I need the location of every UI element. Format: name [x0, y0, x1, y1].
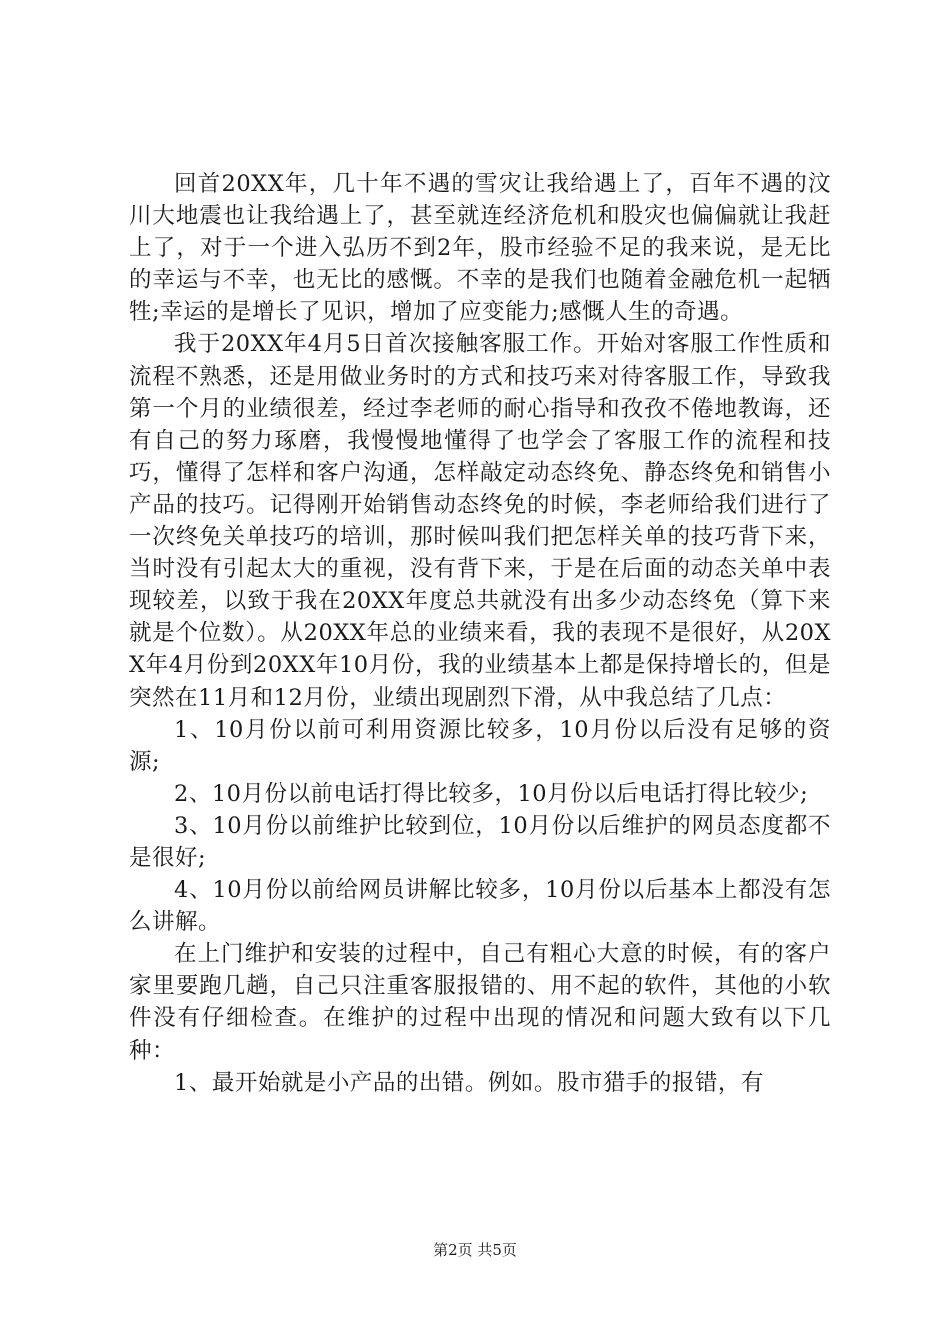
- paragraph-customer-service: 我于20XX年4月5日首次接触客服工作。开始对客服工作性质和流程不熟悉，还是用做业务时的方式和技巧来对待客服工作，导致我第一个月的业绩很差，经过李老师的耐心指导和孜孜不倦地教诲，还有自己的努力琢磨，我慢慢地懂得了也学会了客服工作的流程和技巧，懂得了怎样和客户沟通，怎样敲定动态终免、静态终免和销售小产品的技巧。记得刚开始销售动态终免的时候，李老师给我们进行了一次终免关单技巧的培训，那时候叫我们把怎样关单的技巧背下来，当时没有引起太大的重视，没有背下来，于是在后面的动态关单中表现较差，以致于我在20XX年度总共就没有出多少动态终免（算下来就是个位数）。从20XX年总的业绩来看，我的表现不是很好，从20XX年4月份到20XX年10月份，我的业绩基本上都是保持增长的，但是突然在11月和12月份，业绩出现剧烈下滑，从中我总结了几点：: [129, 331, 831, 711]
- paragraph-issue-1: 1、最开始就是小产品的出错。例如。股市猎手的报错，有: [174, 1069, 764, 1096]
- paragraph-point-4: 4、10月份以前给网员讲解比较多，10月份以后基本上都没有怎么讲解。: [129, 877, 831, 936]
- paragraph-point-2: 2、10月份以前电话打得比较多，10月份以后电话打得比较少;: [174, 780, 809, 807]
- paragraph-maintenance: 在上门维护和安装的过程中，自己有粗心大意的时候，有的客户家里要跑几趟，自己只注重客服报错的、用不起的软件，其他的小软件没有仔细检查。在维护的过程中出现的情况和问题大致有以下几种：: [129, 941, 831, 1064]
- paragraph-intro: 回首20XX年，几十年不遇的雪灾让我给遇上了，百年不遇的汶川大地震也让我给遇上了，甚至就连经济危机和股灾也偏偏就让我赶上了，对于一个进入弘历不到2年，股市经验不足的我来说，是无比的幸运与不幸，也无比的感慨。不幸的是我们也随着金融危机一起牺牲;幸运的是增长了见识，增加了应变能力;感慨人生的奇遇。: [129, 171, 831, 326]
- paragraph-point-1: 1、10月份以前可利用资源比较多，10月份以后没有足够的资源;: [129, 716, 831, 775]
- paragraph-point-3: 3、10月份以前维护比较到位，10月份以后维护的网员态度都不是很好;: [129, 812, 831, 871]
- page-footer: 第2页 共5页: [433, 1241, 517, 1259]
- document-body: [129, 168, 831, 1099]
